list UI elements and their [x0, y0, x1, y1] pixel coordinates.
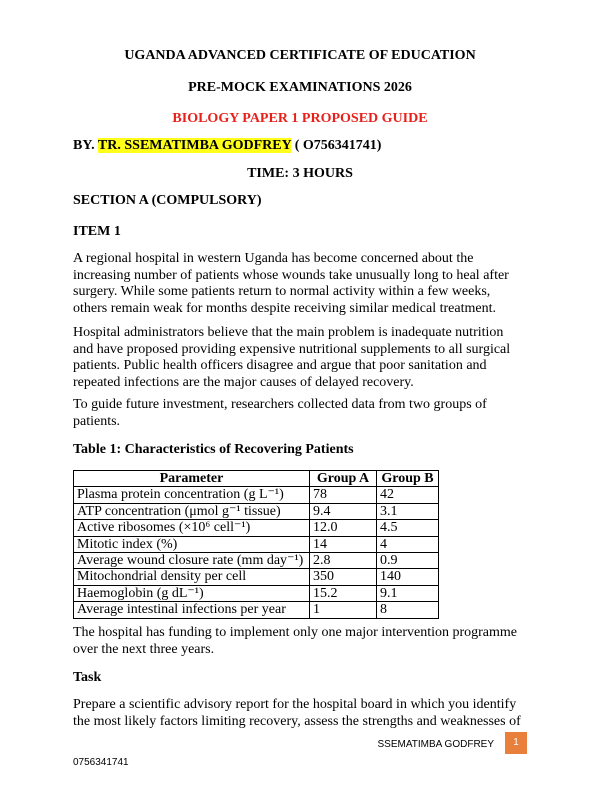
page-number-badge: 1 [505, 732, 527, 754]
column-header-group-b: Group B [377, 471, 439, 487]
table-cell: Mitochondrial density per cell [74, 569, 310, 585]
author-line [73, 138, 381, 154]
table-cell: 1 [310, 602, 377, 618]
text-line: the most likely factors limiting recovery, assess the strengths and weaknesses of [73, 713, 521, 729]
text-line: and have proposed providing expensive nutritional supplements to all surgical [73, 341, 511, 357]
text-line: To guide future investment, researchers collected data from two groups of [73, 397, 487, 412]
table-caption: Table 1: Characteristics of Recovering Patients [73, 442, 354, 457]
text-line: patients. Public health officers disagree and argue that poor sanitation and [73, 358, 487, 373]
table-cell: 8 [377, 602, 439, 618]
table-cell: 2.8 [310, 553, 377, 569]
table-cell: 12.0 [310, 520, 377, 536]
table-cell: 42 [377, 487, 439, 503]
text-line: others remain weak for months despite receiving similar medical treatment. [73, 300, 496, 316]
table-cell: 350 [310, 569, 377, 585]
column-header-group-a: Group A [310, 471, 377, 487]
text-line: surgery. While some patients return to normal activity within a few weeks, [73, 284, 491, 299]
table-cell: ATP concentration (μmol g⁻¹ tissue) [74, 503, 310, 519]
patients-table [73, 470, 439, 619]
table-row [74, 602, 439, 618]
table-cell: 9.1 [377, 585, 439, 601]
text-line: Prepare a scientific advisory report for the hospital board in which you identify [73, 697, 517, 712]
table-header-row [74, 471, 439, 487]
section-heading: SECTION A (COMPULSORY) [73, 193, 262, 208]
header-paper-title: BIOLOGY PAPER 1 PROPOSED GUIDE [172, 111, 428, 126]
footer-author-name: SSEMATIMBA GODFREY [377, 739, 494, 750]
text-line: repeated infections are the major causes of delayed recovery. [73, 374, 414, 390]
paragraph-context [73, 251, 543, 317]
item-heading: ITEM 1 [73, 224, 121, 239]
table-cell: 15.2 [310, 585, 377, 601]
table-cell: Plasma protein concentration (g L⁻¹) [74, 487, 310, 503]
footer-phone: 0756341741 [73, 757, 129, 768]
paragraph-funding [73, 625, 543, 658]
column-header-parameter: Parameter [74, 471, 310, 487]
table-cell: 4.5 [377, 520, 439, 536]
table-cell: 4 [377, 536, 439, 552]
table-cell: 140 [377, 569, 439, 585]
author-phone: ( O756341741) [291, 138, 382, 153]
table-row [74, 503, 439, 519]
text-line: Hospital administrators believe that the main problem is inadequate nutrition [73, 325, 504, 340]
table-row [74, 536, 439, 552]
table-row [74, 553, 439, 569]
paragraph-data-intro [73, 397, 543, 430]
table-row [74, 569, 439, 585]
table-cell: 78 [310, 487, 377, 503]
task-heading: Task [73, 670, 102, 685]
paragraph-task [73, 697, 543, 730]
table-cell: Mitotic index (%) [74, 536, 310, 552]
text-line: increasing number of patients whose wounds take unusually long to heal after [73, 267, 509, 283]
text-line: The hospital has funding to implement only one major intervention programme [73, 625, 518, 640]
header-exam-board: UGANDA ADVANCED CERTIFICATE OF EDUCATION [124, 48, 476, 63]
header-exam-title: PRE-MOCK EXAMINATIONS 2026 [188, 80, 412, 95]
table-cell: 3.1 [377, 503, 439, 519]
table-cell: 14 [310, 536, 377, 552]
table-cell: Average wound closure rate (mm day⁻¹) [74, 553, 310, 569]
table-cell: 9.4 [310, 503, 377, 519]
table-row [74, 585, 439, 601]
author-name: TR. SSEMATIMBA GODFREY [97, 138, 292, 153]
exam-time: TIME: 3 HOURS [247, 166, 353, 181]
text-line: A regional hospital in western Uganda has become concerned about the [73, 251, 474, 266]
paragraph-hypotheses [73, 325, 543, 391]
table-cell: Average intestinal infections per year [74, 602, 310, 618]
table-cell: 0.9 [377, 553, 439, 569]
table-cell: Haemoglobin (g dL⁻¹) [74, 585, 310, 601]
text-line: over the next three years. [73, 641, 215, 657]
table-cell: Active ribosomes (×10⁶ cell⁻¹) [74, 520, 310, 536]
author-prefix: BY. [73, 138, 98, 153]
table-row [74, 487, 439, 503]
table-row [74, 520, 439, 536]
text-line: patients. [73, 413, 121, 429]
